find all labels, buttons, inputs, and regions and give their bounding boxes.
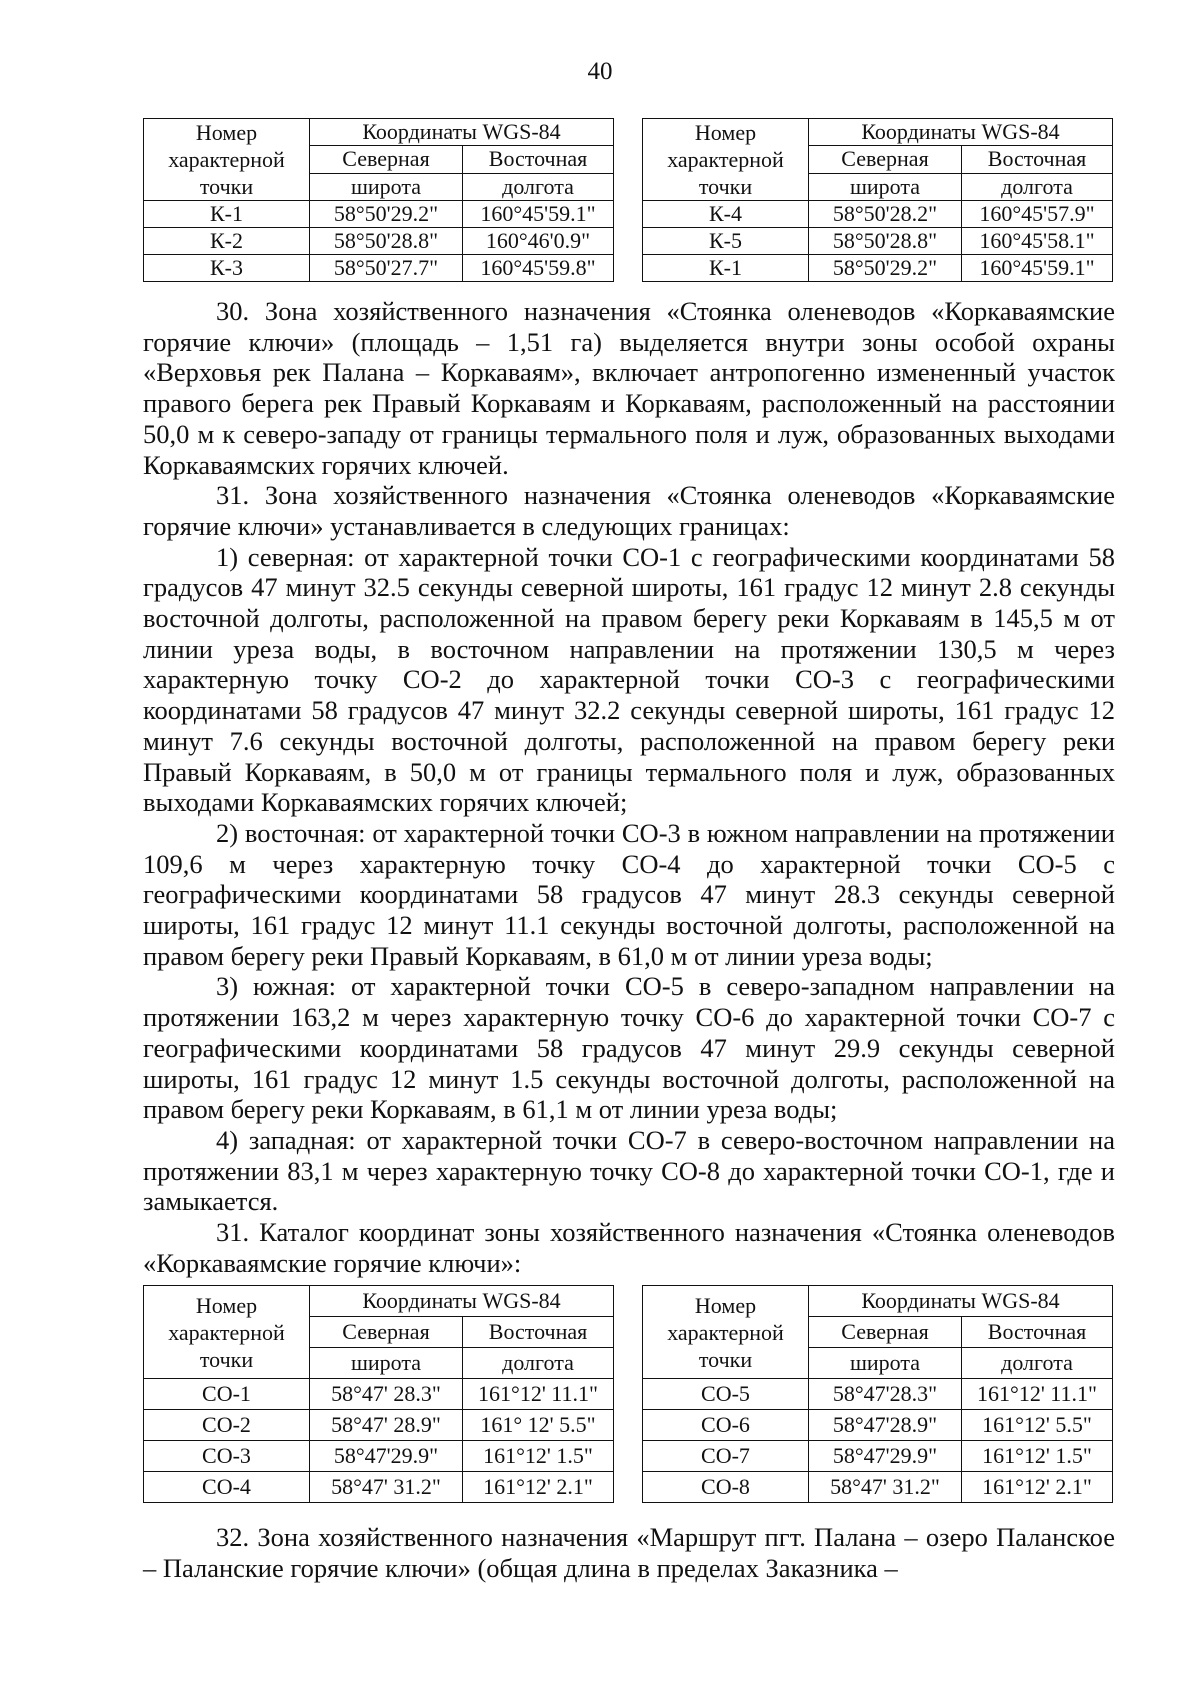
table-cell: 160°45'59.1": [962, 255, 1113, 282]
table-row: [144, 1441, 614, 1472]
table-cell: 58°50'27.7": [310, 255, 463, 282]
table-cell: 58°47'29.9": [809, 1441, 962, 1472]
header-lat-sub: широта: [809, 1348, 962, 1379]
table-cell: СО-4: [144, 1472, 310, 1503]
table-row: [643, 201, 1113, 228]
table-cell: К-1: [144, 201, 310, 228]
header-coords: Координаты WGS-84: [809, 1286, 1113, 1317]
table-cell: 58°47'28.3": [809, 1379, 962, 1410]
header-text: Номер: [195, 1292, 258, 1318]
table-cell: 58°47' 31.2": [310, 1472, 463, 1503]
header-text: характерной: [667, 1319, 784, 1345]
table-row: [643, 1379, 1113, 1410]
coordinates-table-k-right: [642, 118, 1113, 282]
table-row: [643, 1472, 1113, 1503]
header-lat-sub: широта: [809, 173, 962, 200]
table-cell: 160°45'59.8": [463, 255, 614, 282]
header-lon-sub: долгота: [463, 173, 614, 200]
paragraph-northern: 1) северная: от характерной точки СО-1 с географическими координатами 58 градусов 47 минут 32.5 секунды северной широты, 161 градус 12 минут 2.8 секунды восточной долготы, расположенной на правом берегу реки Коркаваям в 145,5 м от линии уреза воды, в восточном направлении на протяжении 130,5 м через характерную точку СО-2 до характерной точки СО-3 с географическими координатами 58 градусов 47 минут 32.2 секунды северной широты, 161 градус 12 минут 7.6 секунды восточной долготы, расположенной на правом берегу реки Правый Коркаваям, в 50,0 м от границы термального поля и луж, образованных выходами Коркаваямских горячих ключей;: [143, 541, 1115, 818]
table-cell: 161°12' 2.1": [463, 1472, 614, 1503]
table-cell: 58°47'28.9": [809, 1410, 962, 1441]
table-cell: 160°45'59.1": [463, 201, 614, 228]
header-point-number: [643, 119, 809, 201]
header-point-number: [144, 1286, 310, 1379]
body-text: [143, 296, 1115, 1279]
table-cell: 160°45'57.9": [962, 201, 1113, 228]
header-text: характерной: [168, 1319, 285, 1345]
table-cell: 58°50'28.8": [809, 228, 962, 255]
table-row: [144, 1410, 614, 1441]
table-cell: 161°12' 11.1": [463, 1379, 614, 1410]
header-lat: Северная: [310, 1317, 463, 1348]
header-text: точки: [698, 174, 753, 199]
table-cell: СО-2: [144, 1410, 310, 1441]
table-row: [144, 201, 614, 228]
header-text: характерной: [667, 147, 784, 172]
table-row: [643, 228, 1113, 255]
table-row: [643, 1410, 1113, 1441]
table-cell: 161°12' 11.1": [962, 1379, 1113, 1410]
table-cell: СО-6: [643, 1410, 809, 1441]
table-cell: СО-5: [643, 1379, 809, 1410]
header-lon: Восточная: [962, 1317, 1113, 1348]
header-text: Номер: [195, 120, 258, 145]
table-cell: СО-8: [643, 1472, 809, 1503]
header-point-number: [144, 119, 310, 201]
page-number: 40: [587, 58, 613, 85]
header-lon: Восточная: [962, 146, 1113, 173]
paragraph-32: 32. Зона хозяйственного назначения «Маршрут пгт. Палана – озеро Паланское – Паланские горячие ключи» (общая длина в пределах Заказника –: [143, 1522, 1115, 1583]
header-coords: Координаты WGS-84: [310, 119, 614, 146]
paragraph-31-catalog: 31. Каталог координат зоны хозяйственного назначения «Стоянка оленеводов «Коркаваямские горячие ключи»:: [143, 1217, 1115, 1278]
header-lat: Северная: [310, 146, 463, 173]
table-cell: К-4: [643, 201, 809, 228]
coordinates-table-so-left: [143, 1285, 614, 1503]
table-cell: К-5: [643, 228, 809, 255]
table-cell: 58°50'28.2": [809, 201, 962, 228]
table-cell: К-3: [144, 255, 310, 282]
header-lat-sub: широта: [310, 173, 463, 200]
table-cell: 161°12' 5.5": [962, 1410, 1113, 1441]
coordinates-table-so-right: [642, 1285, 1113, 1503]
header-text: точки: [698, 1346, 753, 1372]
table-cell: К-1: [643, 255, 809, 282]
paragraph-eastern: 2) восточная: от характерной точки СО-3 в южном направлении на протяжении 109,6 м через характерную точку СО-4 до характерной точки СО-5 с географическими координатами 58 градусов 47 минут 28.3 секунды северной широты, 161 градус 12 минут 11.1 секунды восточной долготы, расположенной на правом берегу реки Правый Коркаваям, в 61,0 м от линии уреза воды;: [143, 817, 1115, 971]
header-lon-sub: долгота: [962, 1348, 1113, 1379]
paragraph-western: 4) западная: от характерной точки СО-7 в северо-восточном направлении на протяжении 83,1 м через характерную точку СО-8 до характерной точки СО-1, где и замыкается.: [143, 1124, 1115, 1217]
table-cell: 161°12' 1.5": [962, 1441, 1113, 1472]
table-cell: 58°50'29.2": [809, 255, 962, 282]
header-text: точки: [199, 174, 254, 199]
table-cell: СО-7: [643, 1441, 809, 1472]
header-lon-sub: долгота: [962, 173, 1113, 200]
header-text: Номер: [694, 1292, 757, 1318]
header-lon-sub: долгота: [463, 1348, 614, 1379]
header-text: характерной: [168, 147, 285, 172]
header-lon: Восточная: [463, 146, 614, 173]
table-row: [643, 255, 1113, 282]
table-row: [144, 1379, 614, 1410]
header-lat: Северная: [809, 1317, 962, 1348]
header-text: Номер: [694, 120, 757, 145]
header-point-number: [643, 1286, 809, 1379]
table-cell: 58°47' 28.3": [310, 1379, 463, 1410]
coordinates-table-k-left: [143, 118, 614, 282]
header-lon: Восточная: [463, 1317, 614, 1348]
header-text: точки: [199, 1346, 254, 1372]
table-row: [144, 228, 614, 255]
header-coords: Координаты WGS-84: [310, 1286, 614, 1317]
table-cell: 161°12' 2.1": [962, 1472, 1113, 1503]
table-row: [643, 1441, 1113, 1472]
paragraph-31: 31. Зона хозяйственного назначения «Стоянка оленеводов «Коркаваямские горячие ключи» устанавливается в следующих границах:: [143, 480, 1115, 541]
body-text-continued: [143, 1522, 1115, 1583]
table-cell: 161°12' 1.5": [463, 1441, 614, 1472]
table-cell: 58°47' 28.9": [310, 1410, 463, 1441]
table-cell: 58°50'29.2": [310, 201, 463, 228]
table-cell: 58°47'29.9": [310, 1441, 463, 1472]
table-cell: СО-3: [144, 1441, 310, 1472]
table-cell: К-2: [144, 228, 310, 255]
paragraph-30: 30. Зона хозяйственного назначения «Стоянка оленеводов «Коркаваямские горячие ключи» (площадь – 1,51 га) выделяется внутри зоны особой охраны «Верховья рек Палана – Коркаваям», включает антропогенно измененный участок правого берега рек Правый Коркаваям и Коркаваям, расположенный на расстоянии 50,0 м к северо-западу от границы термального поля и луж, образованных выходами Коркаваямских горячих ключей.: [143, 296, 1115, 480]
table-cell: 58°47' 31.2": [809, 1472, 962, 1503]
table-row: [144, 1472, 614, 1503]
table-cell: СО-1: [144, 1379, 310, 1410]
table-cell: 161° 12' 5.5": [463, 1410, 614, 1441]
header-lat-sub: широта: [310, 1348, 463, 1379]
paragraph-southern: 3) южная: от характерной точки СО-5 в северо-западном направлении на протяжении 163,2 м через характерную точку СО-6 до характерной точки СО-7 с географическими координатами 58 градусов 47 минут 29.9 секунды северной широты, 161 градус 12 минут 1.5 секунды восточной долготы, расположенной на правом берегу реки Коркаваям, в 61,1 м от линии уреза воды;: [143, 971, 1115, 1125]
table-cell: 160°46'0.9": [463, 228, 614, 255]
table-cell: 160°45'58.1": [962, 228, 1113, 255]
table-cell: 58°50'28.8": [310, 228, 463, 255]
header-lat: Северная: [809, 146, 962, 173]
header-coords: Координаты WGS-84: [809, 119, 1113, 146]
table-row: [144, 255, 614, 282]
